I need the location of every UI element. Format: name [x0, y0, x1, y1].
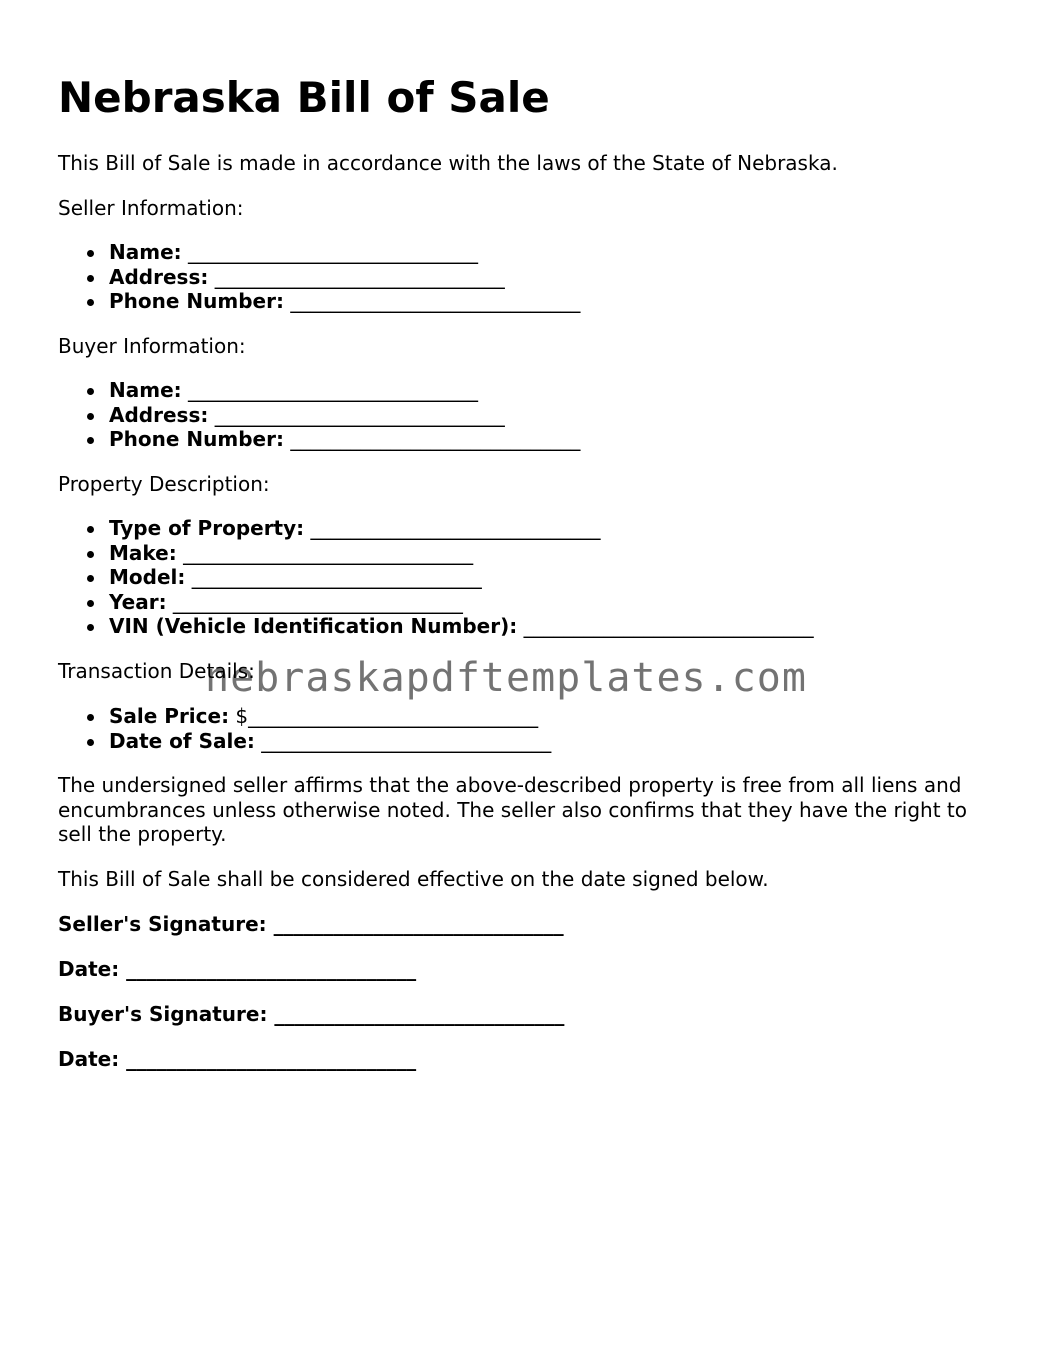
field-label: Name:: [109, 240, 182, 264]
field-label: Make:: [109, 540, 177, 565]
field-blank: _____________________________: [176, 540, 474, 565]
seller-signature-line: Seller's Signature: _____________________________: [58, 912, 564, 936]
field-label: Year:: [109, 589, 167, 614]
field-label: Type of Property:: [109, 516, 305, 540]
seller-date-line: Date: _____________________________: [58, 957, 417, 981]
field-blank: _____________________________: [254, 728, 552, 753]
seller-list: [58, 240, 580, 314]
field-label: Name:: [109, 378, 182, 402]
affirmation-text: The undersigned seller affirms that the above-described property is free from all liens and encumbrances unless otherwise noted. The seller also confirms that they have the right to sell the property.: [58, 773, 967, 846]
list-item: [58, 240, 580, 265]
field-label: Sale Price:: [109, 704, 230, 728]
field-blank: _____________________________: [166, 589, 463, 614]
field-blank: _____________________________: [283, 289, 581, 313]
field-blank: _____________________________: [517, 614, 814, 638]
list-item: [58, 516, 814, 541]
field-blank: $_____________________________: [229, 704, 539, 728]
field-blank: _____________________________: [283, 427, 581, 451]
property-heading: Property Description:: [58, 472, 270, 496]
field-label: Model:: [109, 565, 186, 589]
intro-text: This Bill of Sale is made in accordance with the laws of the State of Nebraska.: [58, 151, 838, 175]
buyer-list: [58, 378, 580, 452]
field-blank: _____________________________: [181, 240, 478, 264]
list-item: [58, 427, 580, 452]
list-item: [58, 590, 814, 615]
field-label: VIN (Vehicle Identification Number):: [109, 614, 518, 638]
field-label: Phone Number:: [109, 289, 284, 313]
field-blank: _____________________________: [181, 378, 478, 402]
page-title: Nebraska Bill of Sale: [58, 73, 550, 122]
field-blank: _____________________________: [304, 516, 601, 540]
buyer-heading: Buyer Information:: [58, 334, 246, 358]
field-blank: _____________________________: [208, 402, 505, 427]
list-item: [58, 265, 580, 290]
list-item: [58, 565, 814, 590]
field-label: Address:: [109, 264, 209, 289]
list-item: [58, 289, 580, 314]
effective-text: This Bill of Sale shall be considered effective on the date signed below.: [58, 867, 769, 891]
watermark: nebraskapdftemplates.com: [205, 655, 807, 701]
list-item: [58, 704, 551, 729]
seller-heading: Seller Information:: [58, 196, 244, 220]
transaction-list: [58, 704, 551, 753]
list-item: [58, 614, 814, 639]
list-item: [58, 729, 551, 754]
field-blank: _____________________________: [185, 565, 482, 589]
list-item: [58, 541, 814, 566]
field-blank: _____________________________: [208, 264, 505, 289]
list-item: [58, 378, 580, 403]
buyer-signature-line: Buyer's Signature: _____________________________: [58, 1002, 565, 1026]
field-label: Address:: [109, 402, 209, 427]
field-label: Date of Sale:: [109, 728, 255, 753]
transaction-heading: Transaction Details:: [58, 659, 255, 683]
property-list: [58, 516, 814, 639]
list-item: [58, 403, 580, 428]
field-label: Phone Number:: [109, 427, 284, 451]
buyer-date-line: Date: _____________________________: [58, 1047, 417, 1071]
